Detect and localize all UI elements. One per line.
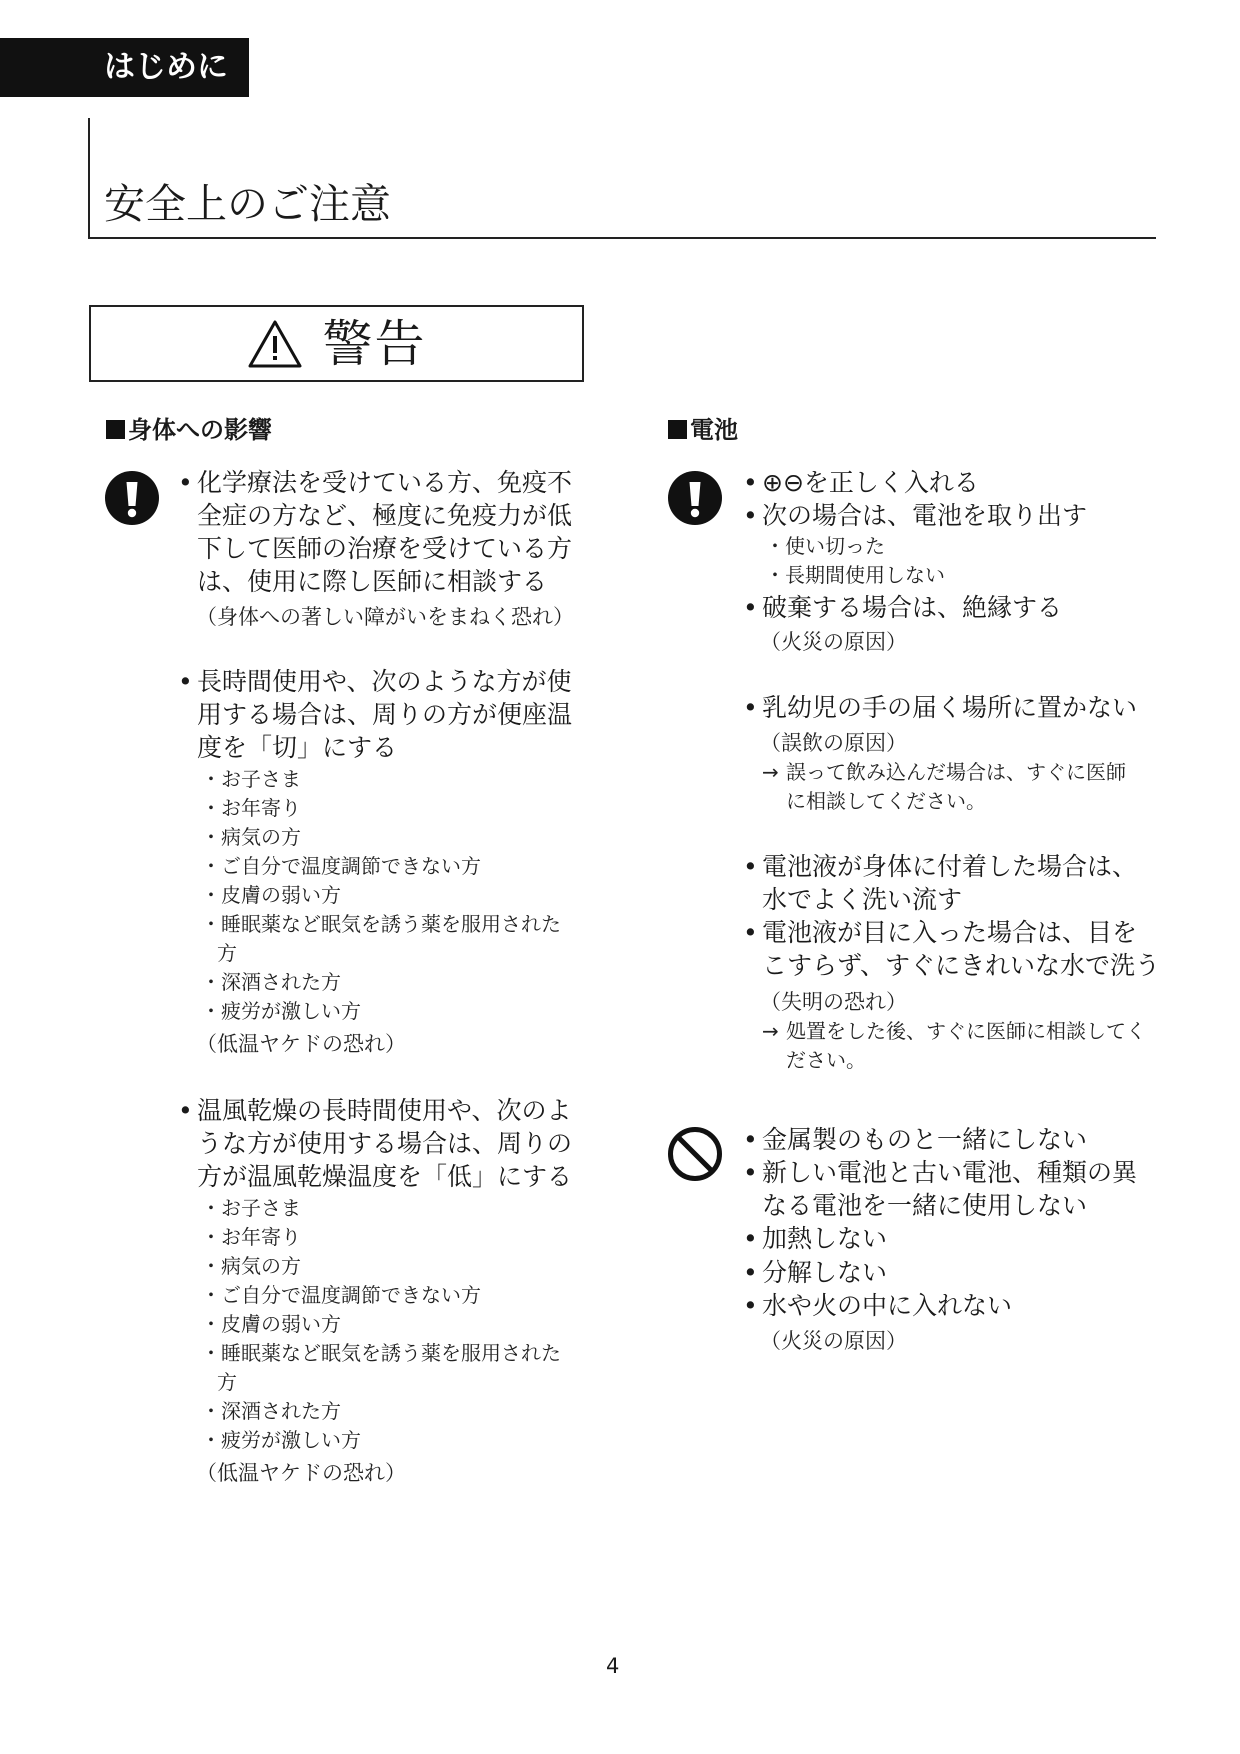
arrow-instruction-continuation: に相談してください。: [786, 789, 986, 813]
caution-note: （火災の原因）: [760, 1329, 907, 1353]
sub-item: ・深酒された方: [201, 970, 341, 994]
page-title: 安全上のご注意: [104, 180, 391, 228]
warning-label: 警告: [322, 314, 427, 373]
sub-item: ・ご自分で温度調節できない方: [201, 1283, 481, 1307]
mandatory-action-icon: [104, 470, 160, 526]
bullet-continuation: なる電池を一緒に使用しない: [762, 1191, 1088, 1220]
sub-item: ・睡眠薬など眠気を誘う薬を服用された: [201, 1341, 561, 1365]
title-vertical-rule: [88, 118, 90, 239]
bullet-item: • 分解しない: [743, 1258, 888, 1287]
sub-item: ・病気の方: [201, 1254, 301, 1278]
bullet-item: • 乳幼児の手の届く場所に置かない: [743, 693, 1138, 722]
warning-banner: [89, 305, 584, 382]
bullet-continuation: こすらず、すぐにきれいな水で洗う: [762, 951, 1161, 980]
left-heading-text: 身体への影響: [128, 416, 272, 444]
sub-item: ・疲労が激しい方: [201, 999, 361, 1023]
sub-item: ・病気の方: [201, 825, 301, 849]
bullet-continuation: 水でよく洗い流す: [762, 885, 963, 914]
heading-square-icon: [106, 420, 125, 439]
caution-note: （火災の原因）: [760, 630, 907, 654]
bullet-continuation: 全症の方など、極度に免疫力が低: [197, 501, 573, 530]
bullet-item: • 温風乾燥の長時間使用や、次のよ: [178, 1096, 572, 1125]
caution-note: （身体への著しい障がいをまねく恐れ）: [196, 605, 574, 629]
sub-item: ・お年寄り: [201, 796, 301, 820]
right-heading-text: 電池: [690, 416, 738, 444]
bullet-item: • 電池液が身体に付着した場合は、: [743, 852, 1138, 881]
arrow-instruction-continuation: ださい。: [786, 1048, 866, 1072]
bullet-continuation: は、使用に際し医師に相談する: [197, 567, 548, 596]
sub-item-continuation: 方: [217, 1370, 237, 1394]
left-section-heading: [106, 414, 272, 446]
sub-item: ・深酒された方: [201, 1399, 341, 1423]
bullet-item: • 水や火の中に入れない: [743, 1291, 1013, 1320]
bullet-item: • 新しい電池と古い電池、種類の異: [743, 1158, 1138, 1187]
sub-item: ・お年寄り: [201, 1225, 301, 1249]
mandatory-action-icon: [667, 470, 723, 526]
caution-note: （失明の恐れ）: [760, 990, 907, 1014]
sub-item: ・皮膚の弱い方: [201, 883, 341, 907]
sub-item: ・ご自分で温度調節できない方: [201, 854, 481, 878]
sub-item: ・睡眠薬など眠気を誘う薬を服用された: [201, 912, 561, 936]
sub-item: ・使い切った: [765, 534, 885, 558]
bullet-continuation: 方が温風乾燥温度を「低」にする: [197, 1162, 573, 1191]
page-number: 4: [606, 1654, 620, 1678]
sub-item: ・お子さま: [201, 1196, 301, 1220]
warning-triangle-icon: [247, 319, 303, 369]
sub-item-continuation: 方: [217, 941, 237, 965]
bullet-item: • 化学療法を受けている方、免疫不: [178, 468, 573, 497]
bullet-item: • 次の場合は、電池を取り出す: [743, 501, 1088, 530]
bullet-item: • 電池液が目に入った場合は、目を: [743, 918, 1138, 947]
sub-item: ・皮膚の弱い方: [201, 1312, 341, 1336]
arrow-instruction: → 誤って飲み込んだ場合は、すぐに医師: [762, 760, 1126, 784]
arrow-right-icon: →: [762, 760, 779, 784]
section-tab: はじめに: [0, 38, 249, 97]
bullet-item: • 加熱しない: [743, 1224, 888, 1253]
title-underline: [88, 237, 1156, 239]
sub-item: ・疲労が激しい方: [201, 1428, 361, 1452]
heading-square-icon: [668, 420, 687, 439]
bullet-continuation: うな方が使用する場合は、周りの: [197, 1129, 573, 1158]
bullet-continuation: 度を「切」にする: [197, 733, 398, 762]
arrow-right-icon: →: [762, 1019, 779, 1043]
bullet-continuation: 下して医師の治療を受けている方: [197, 534, 573, 563]
bullet-item: • 長時間使用や、次のような方が使: [178, 667, 572, 696]
bullet-continuation: 用する場合は、周りの方が便座温: [197, 700, 573, 729]
right-section-heading: [668, 414, 738, 446]
caution-note: （誤飲の原因）: [760, 731, 907, 755]
bullet-item: • 金属製のものと一緒にしない: [743, 1125, 1088, 1154]
prohibition-icon: [667, 1126, 723, 1182]
bullet-item: • 破棄する場合は、絶縁する: [743, 593, 1063, 622]
sub-item: ・長期間使用しない: [765, 563, 945, 587]
arrow-instruction: → 処置をした後、すぐに医師に相談してく: [762, 1019, 1146, 1043]
caution-note: （低温ヤケドの恐れ）: [196, 1461, 406, 1485]
bullet-item: • ⊕⊖を正しく入れる: [743, 468, 979, 497]
sub-item: ・お子さま: [201, 767, 301, 791]
caution-note: （低温ヤケドの恐れ）: [196, 1032, 406, 1056]
